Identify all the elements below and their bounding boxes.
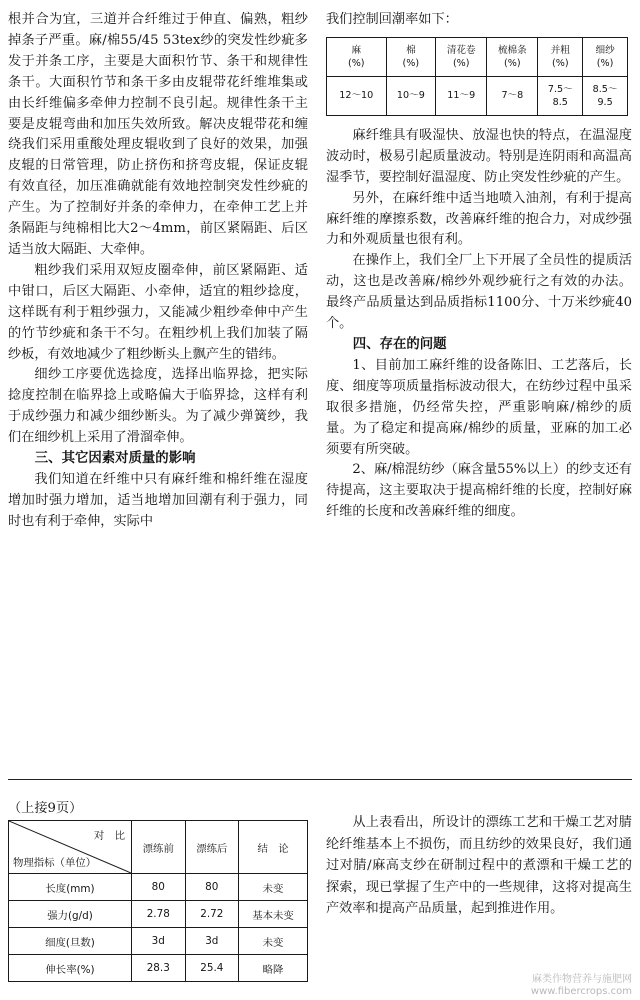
table-cell: 未变 xyxy=(239,928,308,955)
continued-from-label: （上接9页） xyxy=(8,801,83,816)
table-cell: 28.3 xyxy=(132,955,186,982)
table-cell: 3d xyxy=(132,928,186,955)
table-row xyxy=(9,955,308,982)
table-cell: 2.78 xyxy=(132,901,186,928)
paragraph-conclusion: 从上表看出，所设计的漂练工艺和干燥工艺对腈纶纤维基本上不损伤，而且纺纱的效果良好，我们通过对腈/麻高支纱在研制过程中的煮漂和干燥工艺的探索，现已掌握了生产中的一些规律，这将对提高生产效率和提高产品质量，起到推进作用。 xyxy=(326,815,632,916)
table-cell: 10～9 xyxy=(386,76,436,115)
left-column xyxy=(8,10,308,533)
table-cell: 7～8 xyxy=(487,76,538,115)
paragraph-humidity: 我们知道在纤维中只有麻纤维和棉纤维在湿度增加时强力增加，适当地增加回潮有利于强力，同时也有利于牵伸，实际中 xyxy=(8,471,308,529)
table-corner-cell xyxy=(9,821,132,874)
table-cell: 清花卷 (%) xyxy=(436,37,487,76)
recovery-intro: 我们控制回潮率如下： xyxy=(326,12,458,27)
paragraph-problem-2: 2、麻/棉混纺纱（麻含量55%以上）的纱支还有待提高，这主要取决于提高棉纤维的长度，控制好麻纤维的长度和改善麻纤维的细度。 xyxy=(326,462,632,520)
table-cell: 基本未变 xyxy=(239,901,308,928)
table-cell: 麻 (%) xyxy=(327,37,387,76)
table-cell: 2.72 xyxy=(185,901,239,928)
row-label: 强力(g/d) xyxy=(9,901,132,928)
corner-label-bottom: 物理指标（单位） xyxy=(13,857,97,869)
table-cell: 25.4 xyxy=(185,955,239,982)
table-cell: 梳棉条 (%) xyxy=(487,37,538,76)
right-column xyxy=(326,10,632,523)
table-cell: 棉 (%) xyxy=(386,37,436,76)
table-header-row xyxy=(327,37,628,76)
corner-label-top: 对 比 xyxy=(93,830,125,842)
table-header-cell: 结 论 xyxy=(239,821,308,874)
paragraph-oil-spray: 另外，在麻纤维中适当地喷入油剂，有利于提高麻纤维的摩擦系数，改善麻纤维的抱合力，对成纱强力和外观质量也很有利。 xyxy=(326,190,632,248)
continued-text xyxy=(326,812,632,920)
table-cell: 7.5～ 8.5 xyxy=(538,76,583,115)
watermark-url: www.fibercrops.com xyxy=(530,986,632,997)
watermark-title: 麻类作物营养与施肥网 xyxy=(532,974,632,985)
paragraph-roving: 粗纱我们采用双短皮圈牵伸，前区紧隔距、适中钳口，后区大隔距、小牵伸，适宜的粗纱捻度，这样既有利于粗纱强力，又能减少粗纱牵伸中产生的竹节纱疵和条干不匀。在粗纱机上我们加装了隔纱板，有效地减少了粗纱断头上飘产生的错纬。 xyxy=(8,262,308,362)
paragraph-drawing-process: 根并合为宜，三道并合纤维过于伸直、偏熟，粗纱掉条子严重。麻/棉55/45 53tex纱的突发性纱疵多发于并条工序，主要是大面积竹节、条干和规律性条干。大面积竹节和条干多由皮辊带花纤维堆集或由长纤维偏多牵伸力控制不良引起。规律性条干主要是皮辊弯曲和加压失效所致。解决皮辊带花和缠绕我们采用重酸处理皮辊收到了良好的效果，加强皮辊的日常管理，防止挤伤和挤弯皮辊，保证皮辊有效直径，加压准确就能有效地控制突发性纱疵的产生。为了控制好并条的牵伸力，在牵伸工艺上并条隔距与纯棉相比大2～4mm，前区紧隔距、后区适当放大隔距、大牵伸。 xyxy=(8,12,308,257)
table-cell: 80 xyxy=(185,874,239,901)
moisture-regain-table xyxy=(326,37,628,116)
table-header-cell: 漂练后 xyxy=(185,821,239,874)
table-cell: 未变 xyxy=(239,874,308,901)
paragraph-problem-1: 1、目前加工麻纤维的设备陈旧、工艺落后，长度、细度等项质量指标波动很大，在纺纱过程中虽采取很多措施，仍经常失控，严重影响麻/棉纱的质量。为了稳定和提高麻/棉纱的质量，亚麻的加工必须要有所突破。 xyxy=(326,357,632,457)
section-divider xyxy=(8,779,632,780)
paragraph-spinning: 细纱工序要优选捻度，选择出临界捻，把实际捻度控制在临界捻上或略偏大于临界捻，这样有利于成纱强力和减少细纱断头。为了减少弹簧纱，我们在细纱机上采用了滑溜牵伸。 xyxy=(8,367,308,446)
paragraph-hemp-moisture: 麻纤维具有吸湿快、放湿也快的特点，在温湿度波动时，极易引起质量波动。特别是连阴雨和高温高湿季节，要控制好温湿度、防止突发性纱疵的产生。 xyxy=(326,127,632,185)
row-label: 长度(mm) xyxy=(9,874,132,901)
table-cell: 8.5～ 9.5 xyxy=(583,76,628,115)
table-cell: 并粗 (%) xyxy=(538,37,583,76)
watermark xyxy=(531,974,632,998)
section-heading-other-factors: 三、其它因素对质量的影响 xyxy=(34,451,196,467)
table-cell: 11～9 xyxy=(436,76,487,115)
bleaching-comparison-table xyxy=(8,820,308,982)
table-header-row xyxy=(9,821,308,874)
table-row xyxy=(9,901,308,928)
table-cell: 12～10 xyxy=(327,76,387,115)
table-cell: 细纱 (%) xyxy=(583,37,628,76)
section-heading-problems: 四、存在的问题 xyxy=(352,336,447,352)
table-row xyxy=(9,874,308,901)
table-cell: 80 xyxy=(132,874,186,901)
row-label: 伸长率(%) xyxy=(9,955,132,982)
table-row xyxy=(9,928,308,955)
table-cell: 3d xyxy=(185,928,239,955)
row-label: 细度(旦数) xyxy=(9,928,132,955)
table-cell: 略降 xyxy=(239,955,308,982)
paragraph-operation: 在操作上，我们全厂上下开展了全员性的提质活动，这也是改善麻/棉纱外观纱疵行之有效的办法。最终产品质量达到品质指标1100分、十万米纱疵40个。 xyxy=(326,253,632,332)
table-header-cell: 漂练前 xyxy=(132,821,186,874)
table-row xyxy=(327,76,628,115)
